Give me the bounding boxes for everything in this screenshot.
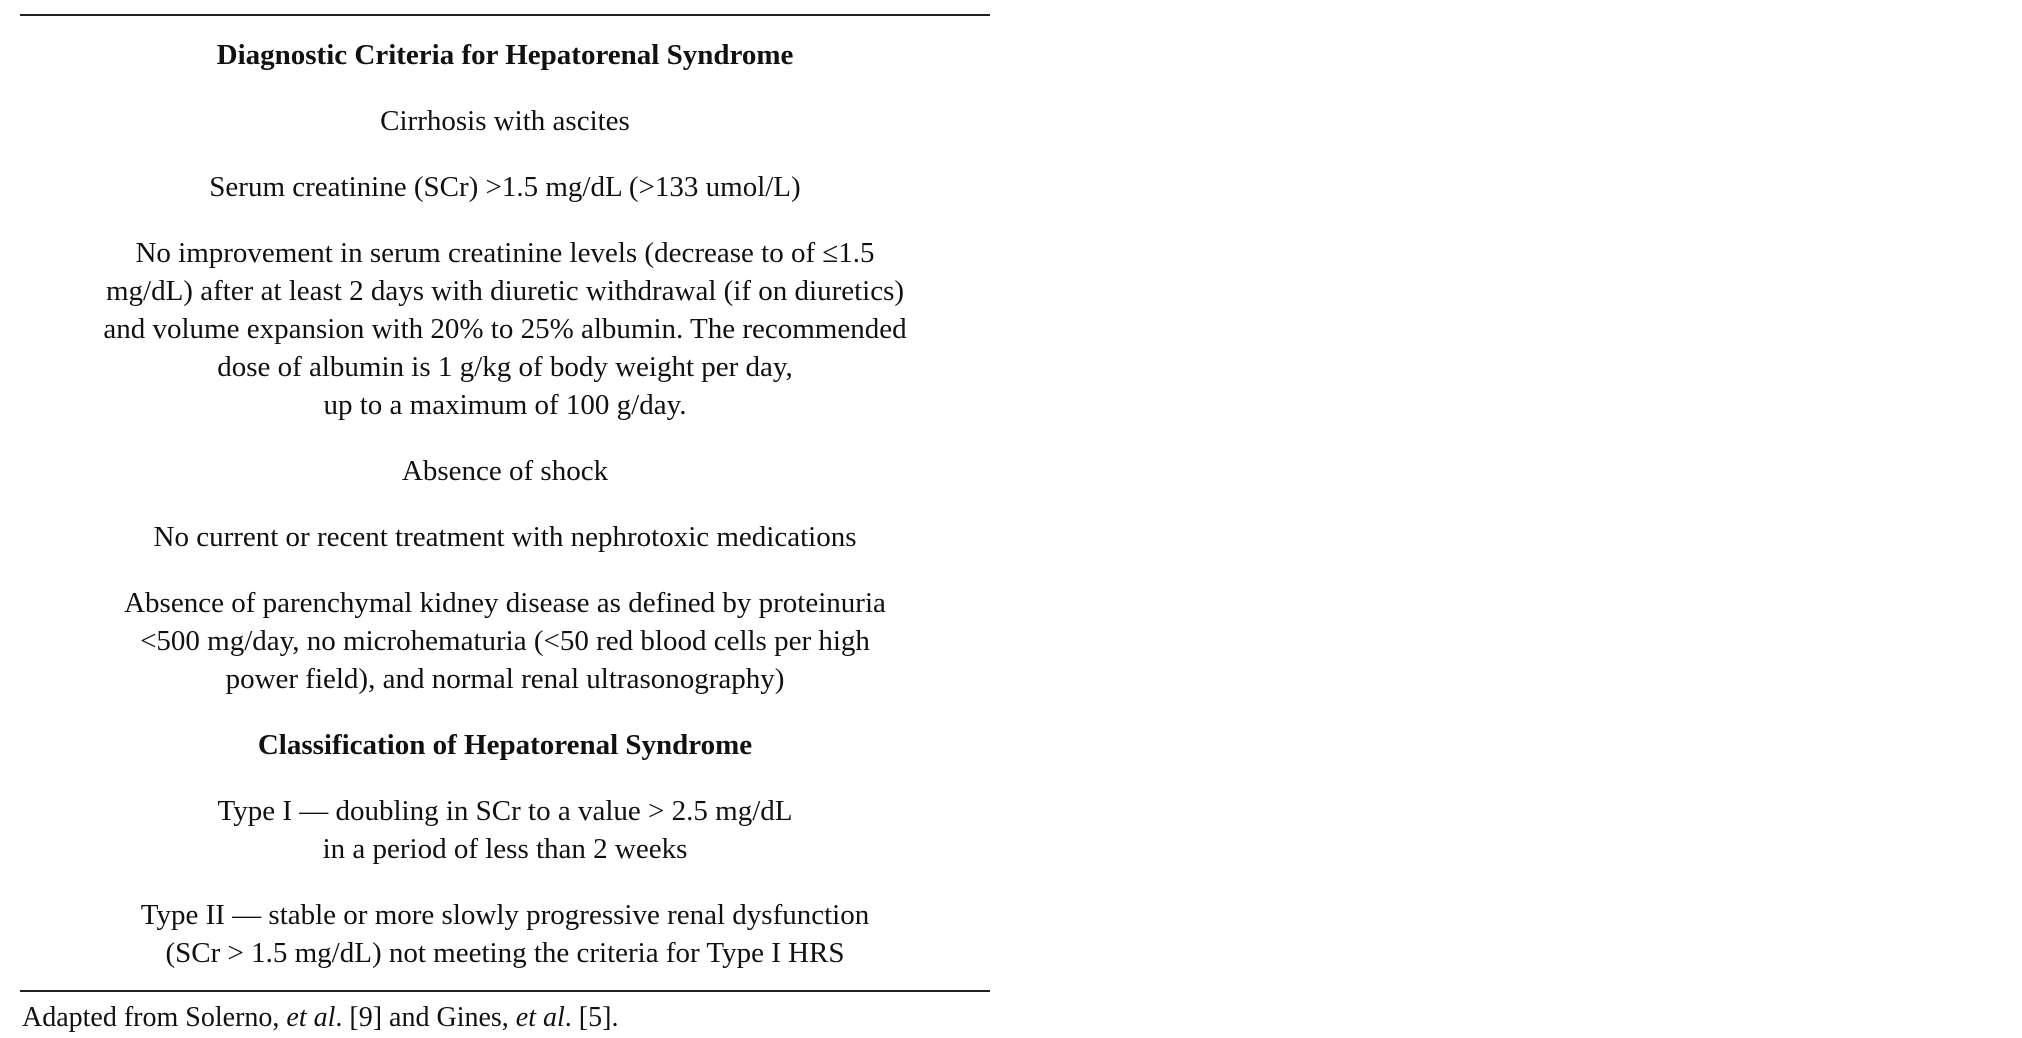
table-cell-line: Type I — doubling in SCr to a value > 2.5 mg/dL <box>217 795 793 827</box>
table-row <box>20 896 990 972</box>
criteria-table <box>20 14 990 992</box>
footnote-text-1: Adapted from Solerno, <box>22 1002 287 1033</box>
footnote-italic-1: et al <box>286 1002 336 1033</box>
table-cell-line: dose of albumin is 1 g/kg of body weight per day, <box>217 351 793 383</box>
table-footnote <box>22 1000 618 1036</box>
table-row <box>20 518 990 556</box>
table-row <box>20 168 990 206</box>
table-bottom-rule <box>20 990 990 992</box>
table-cell-line: Diagnostic Criteria for Hepatorenal Syndrome <box>216 39 794 71</box>
footnote-text-3: . [5]. <box>564 1002 619 1033</box>
table-row <box>20 792 990 868</box>
table-cell-line: in a period of less than 2 weeks <box>322 833 688 865</box>
table-cell-line: Absence of shock <box>401 455 609 487</box>
table-section-heading <box>20 726 990 764</box>
table-row <box>20 234 990 424</box>
table-cell-line: No current or recent treatment with nephrotoxic medications <box>153 521 857 553</box>
table-row <box>20 102 990 140</box>
table-cell-line: (SCr > 1.5 mg/dL) not meeting the criteria for Type I HRS <box>165 937 845 969</box>
table-row <box>20 584 990 698</box>
table-cell-line: mg/dL) after at least 2 days with diuretic withdrawal (if on diuretics) <box>105 275 905 307</box>
table-cell-line: up to a maximum of 100 g/day. <box>323 389 687 421</box>
table-cell-line: and volume expansion with 20% to 25% albumin. The recommended <box>103 313 907 345</box>
table-section-heading <box>20 36 990 74</box>
table-body <box>20 16 990 990</box>
table-row <box>20 452 990 490</box>
table-cell-line: Absence of parenchymal kidney disease as defined by proteinuria <box>124 587 886 619</box>
footnote-italic-2: et al <box>515 1002 565 1033</box>
table-cell-line: power field), and normal renal ultrasonography) <box>225 663 785 695</box>
table-cell-line: Cirrhosis with ascites <box>380 105 630 137</box>
table-cell-line: Serum creatinine (SCr) >1.5 mg/dL (>133 umol/L) <box>209 171 801 203</box>
table-cell-line: Classification of Hepatorenal Syndrome <box>257 729 753 761</box>
footnote-text-2: . [9] and Gines, <box>335 1002 516 1033</box>
table-cell-line: Type II — stable or more slowly progressive renal dysfunction <box>140 899 870 931</box>
table-cell-line: <500 mg/day, no microhematuria (<50 red blood cells per high <box>140 625 870 657</box>
table-cell-line: No improvement in serum creatinine levels (decrease to of ≤1.5 <box>135 237 875 269</box>
